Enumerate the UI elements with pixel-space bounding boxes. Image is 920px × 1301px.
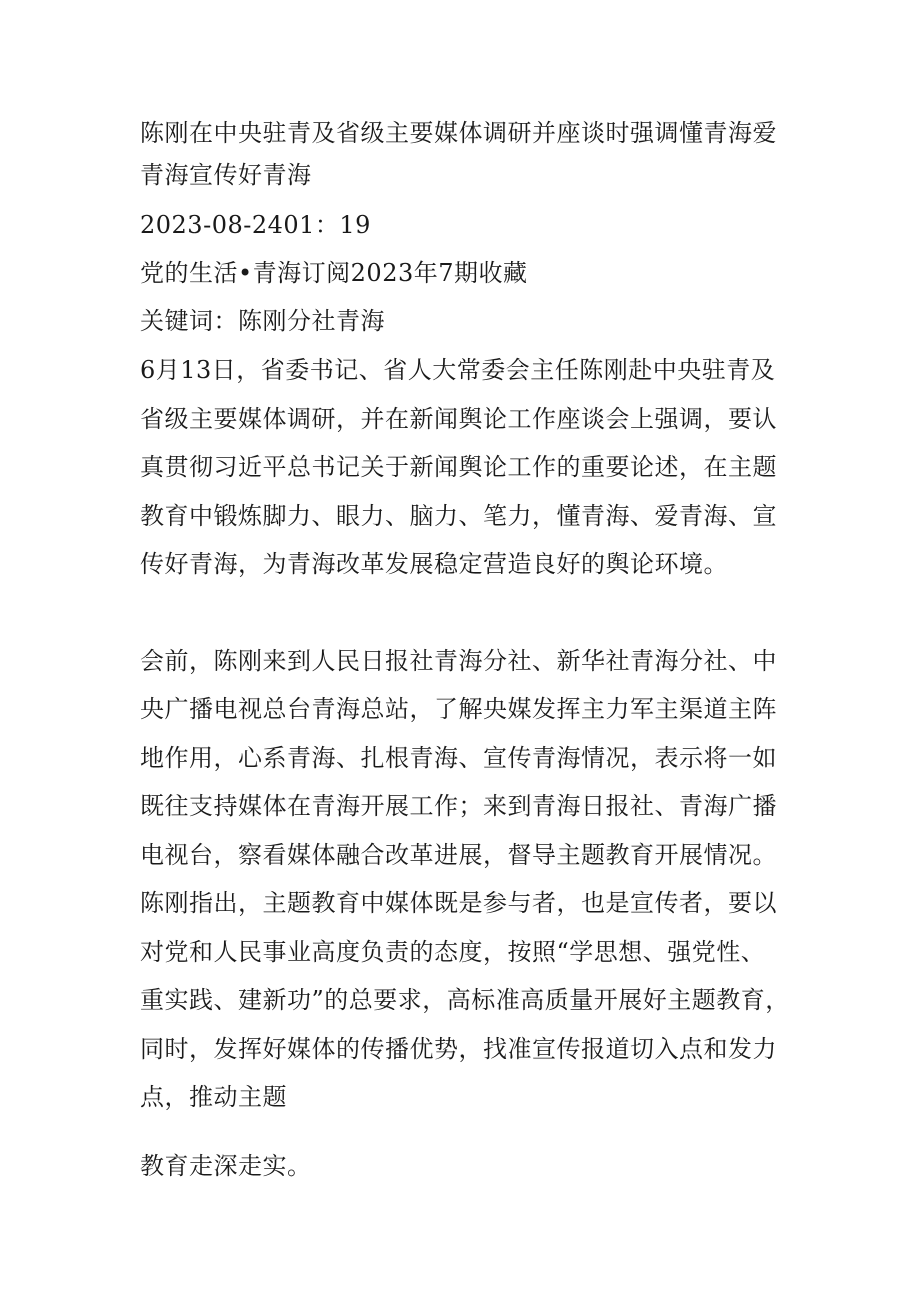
paragraph-1-line: 6月13日，省委书记、省人大常委会主任陈刚赴中央驻青及 <box>140 356 776 384</box>
article-datetime: 2023-08-2401：19 <box>140 211 371 239</box>
paragraph-1-line: 真贯彻习近平总书记关于新闻舆论工作的重要论述，在主题 <box>140 453 777 481</box>
paragraph-3: 教育走深走实。 <box>140 1151 312 1180</box>
paragraph-2-line: 央广播电视总台青海总站，了解央媒发挥主力军主渠道主阵 <box>140 695 777 723</box>
paragraph-2-line: 陈刚指出，主题教育中媒体既是参与者，也是宣传者，要以 <box>140 889 777 917</box>
paragraph-1-line: 省级主要媒体调研，并在新闻舆论工作座谈会上强调，要认 <box>140 404 777 433</box>
paragraph-2-line: 既往支持媒体在青海开展工作；来到青海日报社、青海广播 <box>140 792 777 820</box>
paragraph-2-line: 会前，陈刚来到人民日报社青海分社、新华社青海分社、中 <box>140 646 777 675</box>
title-line-2: 青海宣传好青海 <box>140 161 312 189</box>
paragraph-2-line: 点，推动主题 <box>140 1083 287 1111</box>
title-line-1: 陈刚在中央驻青及省级主要媒体调研并座谈时强调懂青海爱 <box>140 119 777 147</box>
article-keywords: 关键词：陈刚分社青海 <box>140 307 385 335</box>
paragraph-gap <box>140 589 790 637</box>
paragraph-2-line: 重实践、建新功”的总要求，高标准高质量开展好主题教育， <box>140 986 790 1014</box>
paragraph-2-line: 地作用，心系青海、扎根青海、宣传青海情况，表示将一如 <box>140 743 777 772</box>
paragraph-2-line: 电视台，察看媒体融合改革进展，督导主题教育开展情况。 <box>140 840 777 869</box>
paragraph-2-line: 对党和人民事业高度负责的态度，按照“学思想、强党性、 <box>140 937 766 966</box>
article-title <box>140 112 790 196</box>
document-page <box>140 112 790 1190</box>
paragraph-1-line: 传好青海，为青海改革发展稳定营造良好的舆论环境。 <box>140 550 728 578</box>
paragraph-2 <box>140 637 790 1122</box>
paragraph-1 <box>140 346 790 589</box>
article-source: 党的生活•青海订阅2023年7期收藏 <box>140 259 528 287</box>
paragraph-1-line: 教育中锻炼脚力、眼力、脑力、笔力，懂青海、爱青海、宣 <box>140 501 777 530</box>
paragraph-2-line: 同时，发挥好媒体的传播优势，找准宣传报道切入点和发力 <box>140 1034 777 1063</box>
